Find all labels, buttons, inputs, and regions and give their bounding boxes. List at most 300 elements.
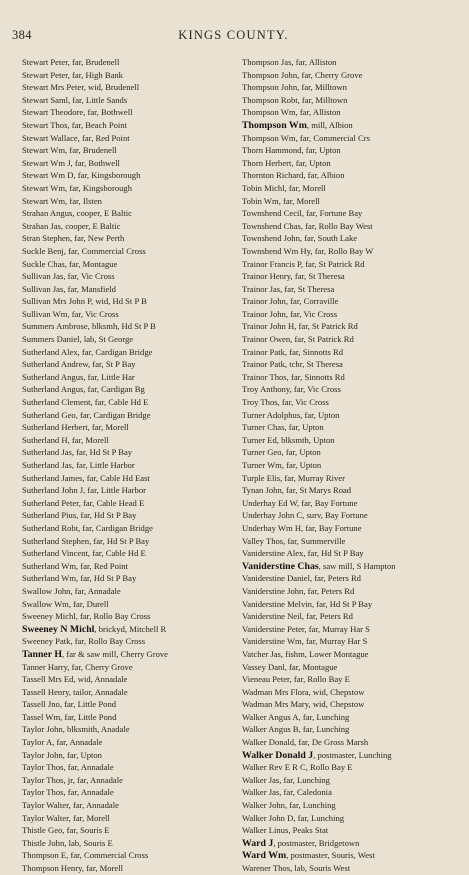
directory-entry — [22, 497, 246, 510]
entry-details: , far, Hd St P Bay — [303, 548, 364, 559]
directory-entry — [242, 522, 466, 535]
entry-name: Trainor John — [242, 296, 286, 307]
entry-details: , far, Upton — [291, 157, 331, 168]
directory-entry — [242, 585, 466, 598]
directory-entry — [242, 421, 466, 434]
directory-entry — [242, 220, 466, 233]
entry-name: Troy Anthony — [242, 384, 290, 395]
directory-entry — [242, 94, 466, 107]
entry-name: Turple Elis — [242, 472, 281, 483]
entry-name: Sutherland Angus — [22, 384, 84, 395]
entry-details: , Rollo Bay E — [305, 762, 353, 773]
directory-entry — [22, 358, 246, 371]
directory-entry — [22, 396, 246, 409]
entry-details: , wid, Chepstow — [308, 699, 365, 710]
directory-entry — [242, 320, 466, 333]
entry-details: , far, Milltown — [297, 82, 347, 93]
entry-name: Tassell Mrs Ed — [22, 674, 74, 685]
entry-details: , far, Fortune Bay — [301, 208, 363, 219]
entry-name: Summers Ambrose — [22, 321, 88, 332]
entry-name: Thompson John — [242, 82, 298, 93]
directory-entry — [242, 661, 466, 674]
directory-entry — [242, 459, 466, 472]
directory-entry — [242, 106, 466, 119]
directory-entry — [22, 446, 246, 459]
entry-name: Thorn Herbert — [242, 157, 292, 168]
entry-details: , far, Lunching — [293, 812, 345, 823]
entry-details: , far, St Patrick Rd — [290, 334, 354, 345]
entry-details: , far, Little Pond — [60, 711, 117, 722]
directory-entry — [242, 497, 466, 510]
entry-details: , far, Commercial Cross — [66, 850, 149, 861]
entry-name: Tassel Wm — [22, 711, 61, 722]
entry-name: Sutherland Geo — [22, 409, 76, 420]
directory-entry — [22, 94, 246, 107]
entry-details: , far, Little Har — [83, 371, 135, 382]
entry-name: Taylor John — [22, 749, 63, 760]
directory-entry — [22, 270, 246, 283]
entry-name: Sullivan Jas — [22, 271, 64, 282]
directory-entry — [242, 157, 466, 170]
entry-details: , blksmh, Hd St P B — [87, 321, 156, 332]
entry-name: Sullivan Wm — [22, 308, 68, 319]
entry-details: , far, Brudenell — [65, 145, 117, 156]
entry-details: , far, Sinnotts Rd — [284, 346, 344, 357]
entry-details: , far, Bothwell — [83, 107, 133, 118]
entry-name: Trainor Thos — [242, 371, 287, 382]
entry-details: , far, Hd St P Bay — [311, 598, 373, 609]
entry-details: , far, St Theresa — [290, 271, 345, 282]
entry-name: Tassell Henry — [22, 686, 69, 697]
entry-details: , far, Mansfield — [63, 283, 116, 294]
entry-name: Sutherland James — [22, 472, 83, 483]
directory-entry — [22, 308, 246, 321]
directory-entry — [242, 56, 466, 69]
entry-details: , far, Beach Point — [67, 119, 127, 130]
entry-details: , far, Hd St P Bay — [89, 535, 150, 546]
entry-name: Vaniderstine Peter — [242, 623, 305, 634]
directory-entry — [22, 119, 246, 132]
entry-details: , far, Peters Rd — [301, 611, 353, 622]
entry-details: , far, Bothwell — [70, 157, 120, 168]
directory-entry — [22, 661, 246, 674]
directory-entry — [22, 157, 246, 170]
entry-name: Townshend Cecil — [242, 208, 302, 219]
entry-name: Sutherland Vincent — [22, 548, 88, 559]
directory-entry — [242, 786, 466, 799]
entry-name: Vaniderstine Alex — [242, 548, 304, 559]
entry-name: Stewart Wm D — [22, 170, 74, 181]
entry-name: Sutherland H — [22, 434, 68, 445]
entry-name: Sutherland Andrew — [22, 359, 89, 370]
directory-entry — [22, 295, 246, 308]
directory-entry — [242, 635, 466, 648]
entry-name: Sutherland Clement — [22, 397, 91, 408]
entry-details: , far, De Gross Marsh — [294, 737, 369, 748]
directory-entry — [242, 144, 466, 157]
entry-details: , jr, far, Annadale — [63, 774, 123, 785]
entry-name: Sutherland Herbert — [22, 422, 88, 433]
entry-details: , far, Hd St P Bay — [76, 510, 137, 521]
entry-name: Sutherland Jas — [22, 460, 72, 470]
entry-name: Turner Adolphus — [242, 409, 301, 420]
entry-details: , blksmth, Upton — [276, 434, 335, 445]
entry-name: Underhay Wm H — [242, 522, 302, 533]
entry-name: Vaniderstine Daniel — [242, 573, 311, 584]
entry-name: Thompson Henry — [22, 863, 82, 873]
entry-name: Tanner H — [22, 648, 63, 660]
entry-details: , far, Vic Cross — [63, 271, 115, 282]
entry-name: Thompson John — [242, 69, 298, 80]
directory-entry — [22, 786, 246, 799]
entry-name: Walker Jas — [242, 787, 280, 798]
directory-entry — [242, 799, 466, 812]
entry-name: Sutherland Wm — [22, 560, 77, 571]
directory-entry — [22, 862, 246, 875]
entry-name: Tobin Wm — [242, 195, 279, 206]
entry-name: Walker Jas — [242, 774, 280, 785]
entry-name: Trainor John H — [242, 321, 295, 332]
entry-details: , lab, Souris West — [290, 863, 351, 873]
entry-details: , far, Murray Har S — [301, 636, 368, 647]
directory-entry — [22, 81, 246, 94]
directory-entry — [22, 207, 246, 220]
directory-entry — [22, 585, 246, 598]
entry-details: , far, Cherry Grove — [67, 661, 133, 672]
entry-name: Thornton Richard — [242, 170, 304, 181]
entry-name: Tassell Jno — [22, 699, 60, 710]
entry-details: , tailor, Annadale — [68, 686, 128, 697]
directory-entry — [242, 535, 466, 548]
directory-entry — [242, 572, 466, 585]
directory-entry — [22, 69, 246, 82]
directory-entry — [22, 169, 246, 182]
directory-entry — [22, 774, 246, 787]
entry-details: , far, Commercial Crs — [295, 132, 370, 143]
directory-entry — [242, 383, 466, 396]
entry-details: , far, Corraville — [285, 296, 339, 307]
entry-name: Stewart Theodore — [22, 107, 84, 118]
directory-entry — [242, 723, 466, 736]
entry-details: , far, Red Point — [77, 132, 130, 143]
entry-details: , far, Ilsten — [65, 195, 102, 206]
directory-entry — [242, 824, 466, 837]
entry-name: Taylor Walter — [22, 800, 69, 811]
directory-entry — [22, 421, 246, 434]
entry-details: , postmaster, Bridgetown — [273, 837, 360, 848]
entry-details: , far, Cable Hd E — [87, 548, 146, 559]
entry-details: , far, St Patrick Rd — [300, 258, 365, 269]
entry-details: , far, Rollo Bay E — [289, 674, 350, 685]
entry-name: Swallow John — [22, 585, 71, 596]
directory-entry — [22, 673, 246, 686]
directory-entry — [242, 610, 466, 623]
directory-entry — [22, 333, 246, 346]
entry-name: Underhay John C — [242, 510, 303, 521]
entry-name: Ward J — [242, 837, 274, 849]
entry-details: , far, Upton — [281, 460, 322, 470]
directory-entry — [22, 535, 246, 548]
directory-entry — [22, 799, 246, 812]
directory-entry — [242, 484, 466, 497]
entry-name: Walker John D — [242, 812, 294, 823]
directory-entry — [242, 371, 466, 384]
right-column — [242, 56, 466, 875]
entry-details: , far, Milltown — [297, 94, 348, 105]
directory-entry — [242, 270, 466, 283]
entry-name: Sweeney Michl — [22, 611, 76, 622]
directory-entry — [242, 761, 466, 774]
entry-name: Taylor Thos — [22, 762, 64, 773]
entry-details: , far, Peters Rd — [310, 573, 361, 584]
entry-details: , fishm, Lower Montague — [280, 648, 369, 659]
directory-entry — [242, 862, 466, 875]
entry-details: , far, St Marys Road — [281, 485, 352, 496]
directory-entry — [22, 812, 246, 825]
directory-entry — [242, 774, 466, 787]
directory-entry — [22, 736, 246, 749]
entry-details: , far, High Bank — [67, 69, 123, 80]
directory-entry — [242, 295, 466, 308]
entry-details: , far, Cable Hd East — [82, 472, 150, 483]
entry-details: , surv, Bay Fortune — [302, 510, 368, 521]
entry-name: Taylor Thos — [22, 774, 64, 785]
directory-entry — [242, 169, 466, 182]
entry-name: Stewart Wm — [22, 195, 66, 206]
directory-entry — [22, 648, 246, 661]
entry-name: Thompson E — [22, 850, 67, 861]
directory-entry — [242, 812, 466, 825]
entry-details: , far, St Theresa — [280, 283, 335, 294]
entry-details: , far, Vic Cross — [285, 308, 338, 319]
entry-name: Thompson Robt — [242, 94, 298, 105]
entry-name: Warener Thos — [242, 863, 291, 873]
directory-entry — [22, 635, 246, 648]
entry-details: , wid, Hd St P B — [91, 296, 147, 307]
entry-details: , far, Morell — [284, 182, 326, 193]
entry-name: Stewart Wm — [22, 145, 66, 156]
entry-details: , far, Albion — [303, 170, 345, 181]
entry-details: , far, Cardigan Bridge — [77, 346, 153, 357]
entry-name: Valley Thos — [242, 535, 284, 546]
entry-name: Vatcher Jas — [242, 648, 281, 659]
directory-entry — [22, 623, 246, 636]
entry-name: Walker John — [242, 800, 285, 811]
entry-name: Turner Geo — [242, 447, 282, 458]
directory-entry — [22, 346, 246, 359]
entry-name: Suckle Benj — [22, 245, 64, 256]
entry-details: , far, Vic Cross — [67, 308, 119, 319]
directory-entry — [22, 371, 246, 384]
entry-name: Walker Angus B — [242, 724, 299, 735]
entry-name: Sutherland Jas — [22, 447, 72, 458]
entry-name: Stran Stephen — [22, 233, 70, 244]
directory-entry — [22, 258, 246, 271]
entry-details: , far, Kingsborough — [73, 170, 141, 181]
entry-name: Walker Angus A — [242, 711, 299, 722]
directory-entry — [22, 472, 246, 485]
entry-name: Thompson Wm — [242, 119, 307, 131]
entry-name: Walker Rev E R C — [242, 762, 306, 773]
directory-entry — [242, 849, 466, 862]
directory-entry — [242, 711, 466, 724]
entry-details: , blksmith, Anadale — [62, 724, 130, 735]
directory-entry — [22, 232, 246, 245]
entry-name: Trainor Owen — [242, 334, 291, 345]
entry-name: Stewart Wm J — [22, 157, 71, 168]
entry-name: Stewart Saml — [22, 94, 69, 105]
entry-name: Stewart Wallace — [22, 132, 78, 143]
entry-name: Trainor Patk — [242, 359, 285, 370]
entry-details: , lab, Souris E — [64, 837, 113, 848]
entry-details: , far, Annadale — [63, 762, 114, 773]
directory-entry — [22, 245, 246, 258]
entry-details: , far, St P Bay — [88, 359, 136, 370]
directory-entry — [242, 182, 466, 195]
directory-entry — [22, 195, 246, 208]
entry-details: , far, Cardigan Bridge — [75, 409, 151, 420]
entry-name: Taylor Walter — [22, 812, 69, 823]
directory-entry — [242, 648, 466, 661]
entry-name: Swallow Wm — [22, 598, 69, 609]
entry-details: , far, Hd St P Bay — [71, 447, 133, 458]
directory-entry — [242, 837, 466, 850]
directory-entry — [242, 598, 466, 611]
entry-details: , far, Little Pond — [59, 699, 117, 710]
entry-details: , far, Cable Hd E — [90, 397, 149, 408]
directory-entry — [242, 258, 466, 271]
entry-name: Walker Linus — [242, 825, 289, 836]
directory-entry — [242, 509, 466, 522]
entry-name: Trainor Jas — [242, 283, 281, 294]
page-header — [12, 28, 455, 44]
entry-name: Vaniderstine John — [242, 585, 304, 596]
entry-name: Stewart Mrs Peter — [22, 82, 84, 93]
entry-details: , far, Bay Fortune — [301, 522, 362, 533]
directory-entry — [22, 220, 246, 233]
entry-details: , postmaster, Souris, West — [286, 850, 375, 861]
directory-entry — [22, 434, 246, 447]
entry-details: , far, Morell — [87, 422, 129, 433]
directory-entry — [22, 106, 246, 119]
entry-details: , far, Upton — [62, 749, 102, 760]
entry-name: Trainor John — [242, 308, 286, 319]
entry-details: , far, Hd St P Bay — [76, 573, 137, 584]
directory-entry — [242, 333, 466, 346]
entry-details: , far, Upton — [284, 422, 324, 433]
entry-details: , far, Cherry Grove — [297, 69, 363, 80]
entry-name: Strahan Angus — [22, 208, 73, 219]
entry-details: , far, Rollo Bay Cross — [75, 611, 151, 622]
entry-name: Taylor Thos — [22, 787, 64, 798]
directory-entry — [22, 56, 246, 69]
entry-name: Sutherland Stephen — [22, 535, 90, 546]
entry-details: , far, Lunching — [284, 800, 336, 811]
directory-entry — [242, 283, 466, 296]
entry-details: , far, Cable Head E — [78, 497, 145, 508]
entry-name: Thompson Jas — [242, 57, 292, 67]
directory-entry — [242, 69, 466, 82]
entry-details: , far, Vic Cross — [277, 397, 329, 408]
entry-details: , mill, Albion — [306, 119, 353, 130]
entry-name: Sutherland Robt — [22, 522, 79, 533]
left-column — [22, 56, 246, 875]
entry-name: Trainor Francis P — [242, 258, 301, 269]
directory-entry — [22, 509, 246, 522]
entry-name: Summers Daniel — [22, 334, 80, 345]
entry-details: , far, Montague — [284, 661, 338, 672]
directory-entry — [22, 749, 246, 762]
entry-details: , far, Morell — [278, 195, 320, 206]
directory-entry — [242, 396, 466, 409]
entry-details: , far, Cardigan Bridge — [78, 522, 153, 533]
entry-details: , far, Durell — [68, 598, 109, 609]
entry-name: Stewart Wm — [22, 182, 66, 193]
entry-details: , far, Rollo Bay West — [300, 220, 373, 231]
entry-details: , far, Little Sands — [68, 94, 128, 105]
entry-name: Tynan John — [242, 485, 282, 496]
entry-details: , far, Lunching — [279, 774, 330, 785]
entry-name: Vaniderstine Wm — [242, 636, 302, 647]
entry-name: Sullivan Jas — [22, 283, 64, 294]
entry-name: Suckle Chas — [22, 258, 65, 269]
entry-name: Stewart Thos — [22, 119, 68, 130]
running-title: KINGS COUNTY. — [178, 28, 289, 42]
entry-details: , far & saw mill, Cherry Grove — [62, 648, 168, 659]
entry-details: , far, Upton — [301, 145, 341, 156]
entry-name: Turner Chas — [242, 422, 285, 433]
directory-entry — [22, 560, 246, 573]
entry-details: , far, Annadale — [70, 585, 121, 596]
entry-name: Strahan Jas — [22, 220, 61, 231]
directory-entry — [242, 547, 466, 560]
entry-details: , far, Annadale — [68, 800, 119, 811]
directory-entry — [22, 144, 246, 157]
entry-name: Thorn Hammond — [242, 145, 302, 156]
directory-entry — [22, 711, 246, 724]
entry-details: , far, Little Harbor — [83, 485, 146, 496]
entry-details: , postmaster, Lunching — [313, 749, 392, 760]
entry-name: Vaniderstine Chas — [242, 560, 319, 572]
entry-name: Sweeney Patk — [22, 636, 71, 647]
entry-details: , far, Murray River — [280, 472, 345, 483]
entry-details: , far, Bay Fortune — [296, 497, 358, 508]
directory-entry — [22, 824, 246, 837]
directory-entry — [242, 749, 466, 762]
entry-details: , far, Kingsborough — [65, 182, 133, 193]
entry-name: Vieneau Peter — [242, 674, 290, 685]
entry-name: Tanner Harry — [22, 661, 68, 672]
entry-details: , far, Alliston — [291, 57, 337, 67]
entry-name: Trainor Henry — [242, 271, 291, 282]
entry-details: , far, Cardigan Bg — [83, 384, 145, 395]
directory-entry — [242, 409, 466, 422]
entry-name: Sweeney N Michl — [22, 623, 95, 635]
directory-entry — [242, 195, 466, 208]
entry-name: Turner Ed — [242, 434, 277, 445]
entry-details: , far, Alliston — [295, 107, 341, 118]
entry-name: Sutherland Angus — [22, 371, 84, 382]
entry-name: Sutherland Peter — [22, 497, 79, 508]
directory-entry — [22, 484, 246, 497]
directory-entry — [242, 472, 466, 485]
directory-entry — [242, 132, 466, 145]
entry-details: , far, Morell — [81, 863, 124, 873]
entry-name: Stewart Peter — [22, 69, 68, 80]
directory-entry — [22, 572, 246, 585]
entry-name: Wadman Mrs Mary — [242, 699, 309, 710]
directory-entry — [242, 446, 466, 459]
